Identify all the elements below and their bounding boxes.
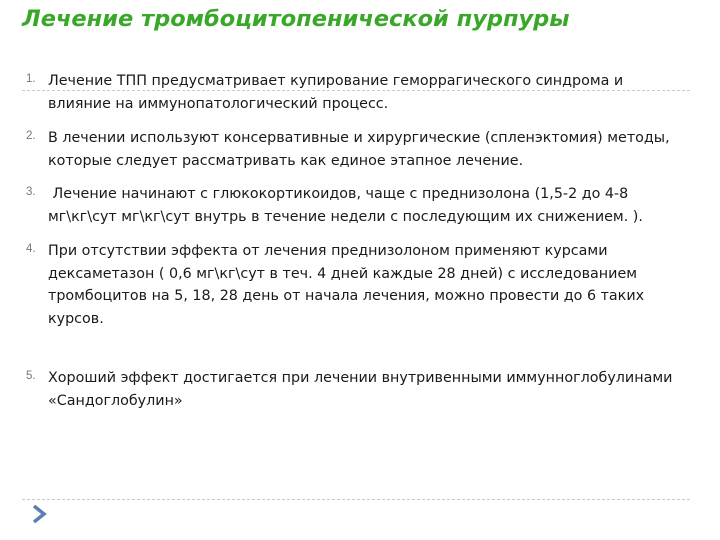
list-item-text: Лечение ТПП предусматривает купирование геморрагического синдрома и влияние на иммунопатологический процесс. [48,73,624,112]
list-item-text: Лечение начинают с глюкокортикоидов, чаще с преднизолона (1,5-2 до 4-8 мг\кг\сут мг\кг\сут внутрь в течение недели с последующим их снижением. ). [48,186,643,225]
slide-title: Лечение тромбоцитопенической пурпуры [22,6,570,32]
list-item-number: 5. [26,370,36,382]
list-item-number: 2. [26,130,36,142]
chevron-right-icon [29,504,49,524]
list-item-number: 4. [26,243,36,255]
bottom-divider [22,499,690,500]
list-item-text: Хороший эффект достигается при лечении внутривенными иммунноглобулинами «Сандоглобулин» [48,370,673,409]
list-item-text: При отсутствии эффекта от лечения преднизолоном применяют курсами дексаметазон ( 0,6 мг\кг\сут в теч. 4 дней каждые 28 дней) с исследованием тромбоцитов на 5, 18, 28 день от начала лечения, можно провести до 6 таких курсов. [48,243,645,327]
list-item-number: 1. [26,73,36,85]
list-item-number: 3. [26,186,36,198]
list-item-text: В лечении используют консервативные и хирургические (спленэктомия) методы, которые следует рассматривать как единое этапное лечение. [48,130,670,169]
